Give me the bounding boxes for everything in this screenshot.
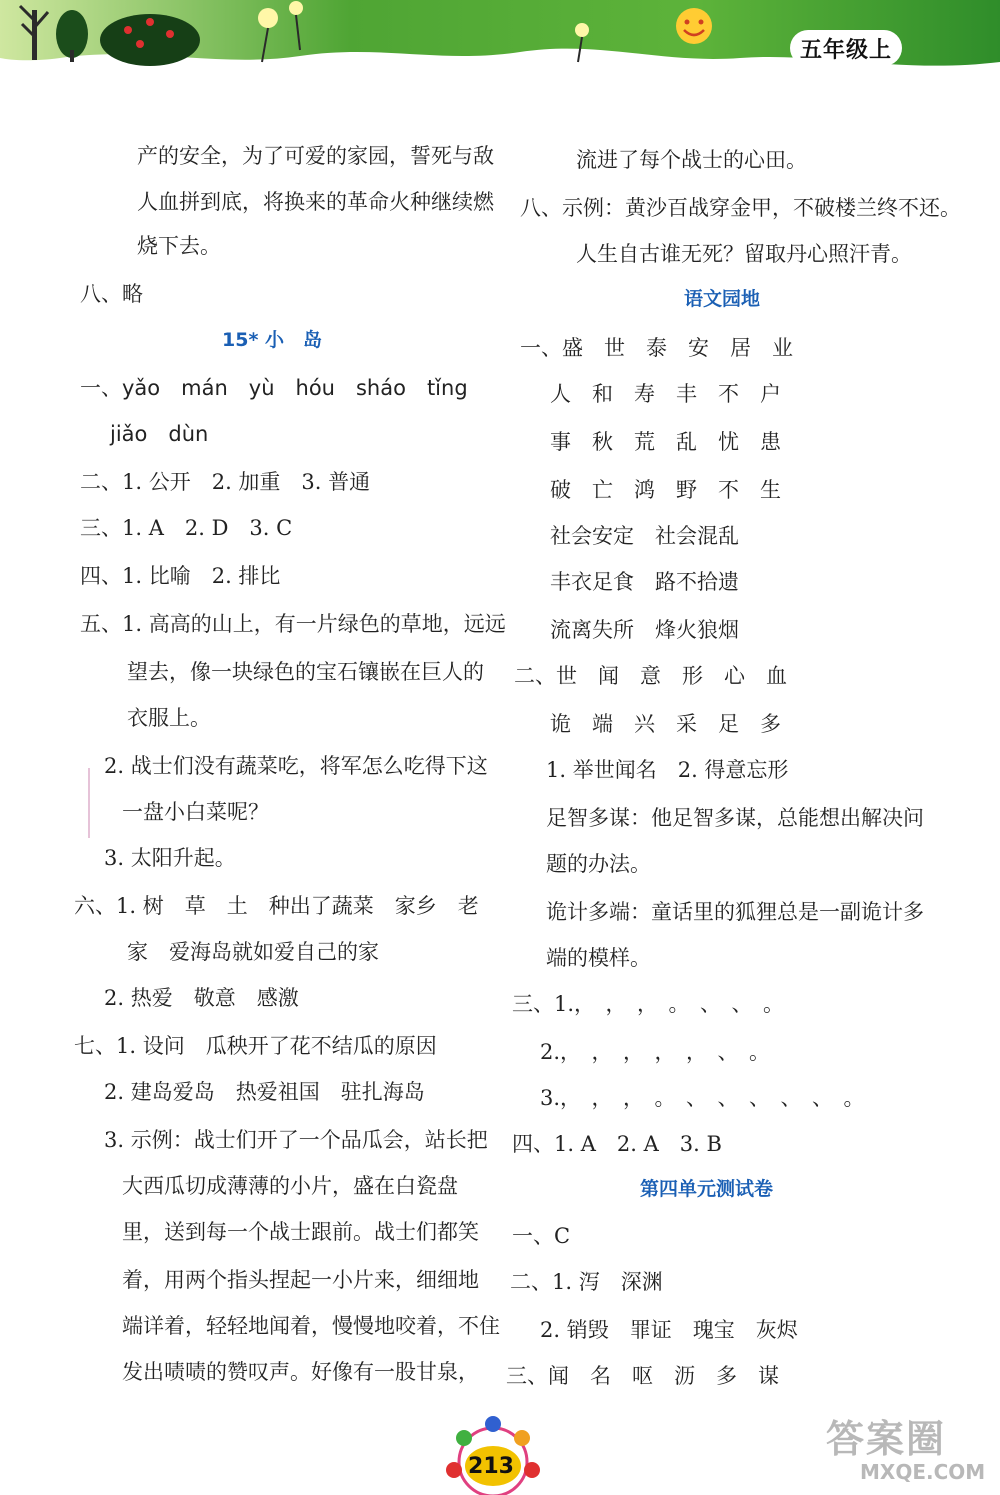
margin-mark (88, 768, 90, 838)
right-line: 人生自古谁无死？留取丹心照汗青。 (576, 242, 912, 266)
left-line: 家 爱海岛就如爱自己的家 (127, 940, 379, 964)
left-line: 望去，像一块绿色的宝石镶嵌在巨人的 (127, 660, 484, 684)
left-line: 人血拼到底，将换来的革命火种继续燃 (137, 190, 494, 214)
right-line: 题的办法。 (546, 852, 651, 876)
right-line: 足智多谋：他足智多谋，总能想出解决问 (546, 806, 924, 830)
right-line: 一、盛 世 泰 安 居 业 (520, 336, 793, 360)
left-line: 2. 建岛爱岛 热爱祖国 驻扎海岛 (104, 1080, 425, 1104)
left-line: 端详着，轻轻地闻着，慢慢地咬着，不住 (122, 1314, 500, 1338)
right-line: 二、1. 泻 深渊 (510, 1270, 663, 1294)
right-line: 2.， ， ， ， ， 、 。 (540, 1040, 771, 1064)
section-heading-test: 第四单元测试卷 (640, 1178, 774, 1200)
left-line: 烧下去。 (137, 234, 221, 258)
right-line: 2. 销毁 罪证 瑰宝 灰烬 (540, 1318, 798, 1342)
left-line: 三、1. A 2. D 3. C (80, 516, 293, 540)
right-line: 诡 端 兴 采 足 多 (550, 712, 781, 736)
left-line: 大西瓜切成薄薄的小片，盛在白瓷盘 (122, 1174, 458, 1198)
left-line: 六、1. 树 草 土 种出了蔬菜 家乡 老 (74, 894, 479, 918)
right-line: 一、C (512, 1224, 571, 1248)
left-line: 四、1. 比喻 2. 排比 (80, 564, 281, 588)
right-line: 四、1. A 2. A 3. B (512, 1132, 722, 1156)
section-heading-garden: 语文园地 (684, 288, 761, 310)
right-line: 丰衣足食 路不拾遗 (550, 570, 739, 594)
left-line: 2. 热爱 敬意 感激 (104, 986, 299, 1010)
right-line: 破 亡 鸿 野 不 生 (550, 478, 781, 502)
left-line: 发出啧啧的赞叹声。好像有一股甘泉， (122, 1360, 479, 1384)
watermark-text: 答案圈 (826, 1417, 947, 1461)
left-line: 五、1. 高高的山上，有一片绿色的草地，远远 (80, 612, 506, 636)
right-line: 二、世 闻 意 形 心 血 (514, 664, 787, 688)
right-line: 3.， ， ， 。 、 、 、 、 、 。 (540, 1086, 865, 1110)
left-line: jiǎo dùn (110, 422, 209, 446)
left-line: 里，送到每一个战士跟前。战士们都笑 (122, 1220, 479, 1244)
left-line: 3. 示例：战士们开了一个品瓜会，站长把 (104, 1128, 488, 1152)
left-line: 二、1. 公开 2. 加重 3. 普通 (80, 470, 371, 494)
left-line: 一盘小白菜呢？ (122, 800, 269, 824)
right-line: 三、1.， ， ， 。 、 、 。 (512, 992, 785, 1016)
right-line: 八、示例：黄沙百战穿金甲，不破楼兰终不还。 (520, 196, 961, 220)
grade-badge: 五年级上 (790, 30, 902, 66)
left-line: 3. 太阳升起。 (104, 846, 236, 870)
right-line: 诡计多端：童话里的狐狸总是一副诡计多 (546, 900, 924, 924)
right-line: 社会安定 社会混乱 (550, 524, 739, 548)
right-line: 人 和 寿 丰 不 户 (550, 382, 781, 406)
lesson-heading: 15* 小 岛 (222, 329, 322, 351)
left-line: 2. 战士们没有蔬菜吃，将军怎么吃得下这 (104, 754, 488, 778)
left-line: 衣服上。 (127, 706, 211, 730)
right-line: 1. 举世闻名 2. 得意忘形 (546, 758, 789, 782)
left-line: 着，用两个指头捏起一小片来，细细地 (122, 1268, 479, 1292)
right-line: 流离失所 烽火狼烟 (550, 618, 739, 642)
left-line: 八、略 (80, 282, 143, 306)
right-line: 事 秋 荒 乱 忧 患 (550, 430, 781, 454)
watermark (820, 1408, 990, 1490)
page-number: 213 (468, 1453, 514, 1479)
right-line: 端的模样。 (546, 946, 651, 970)
left-line: 一、yǎo mán yù hóu sháo tǐng (80, 376, 468, 400)
right-line: 三、闻 名 呕 沥 多 谋 (506, 1364, 779, 1388)
watermark-url: MXQE.COM (860, 1460, 986, 1484)
left-line: 产的安全，为了可爱的家园，誓死与敌 (137, 144, 494, 168)
left-line: 七、1. 设问 瓜秧开了花不结瓜的原因 (74, 1034, 437, 1058)
right-line: 流进了每个战士的心田。 (576, 148, 807, 172)
